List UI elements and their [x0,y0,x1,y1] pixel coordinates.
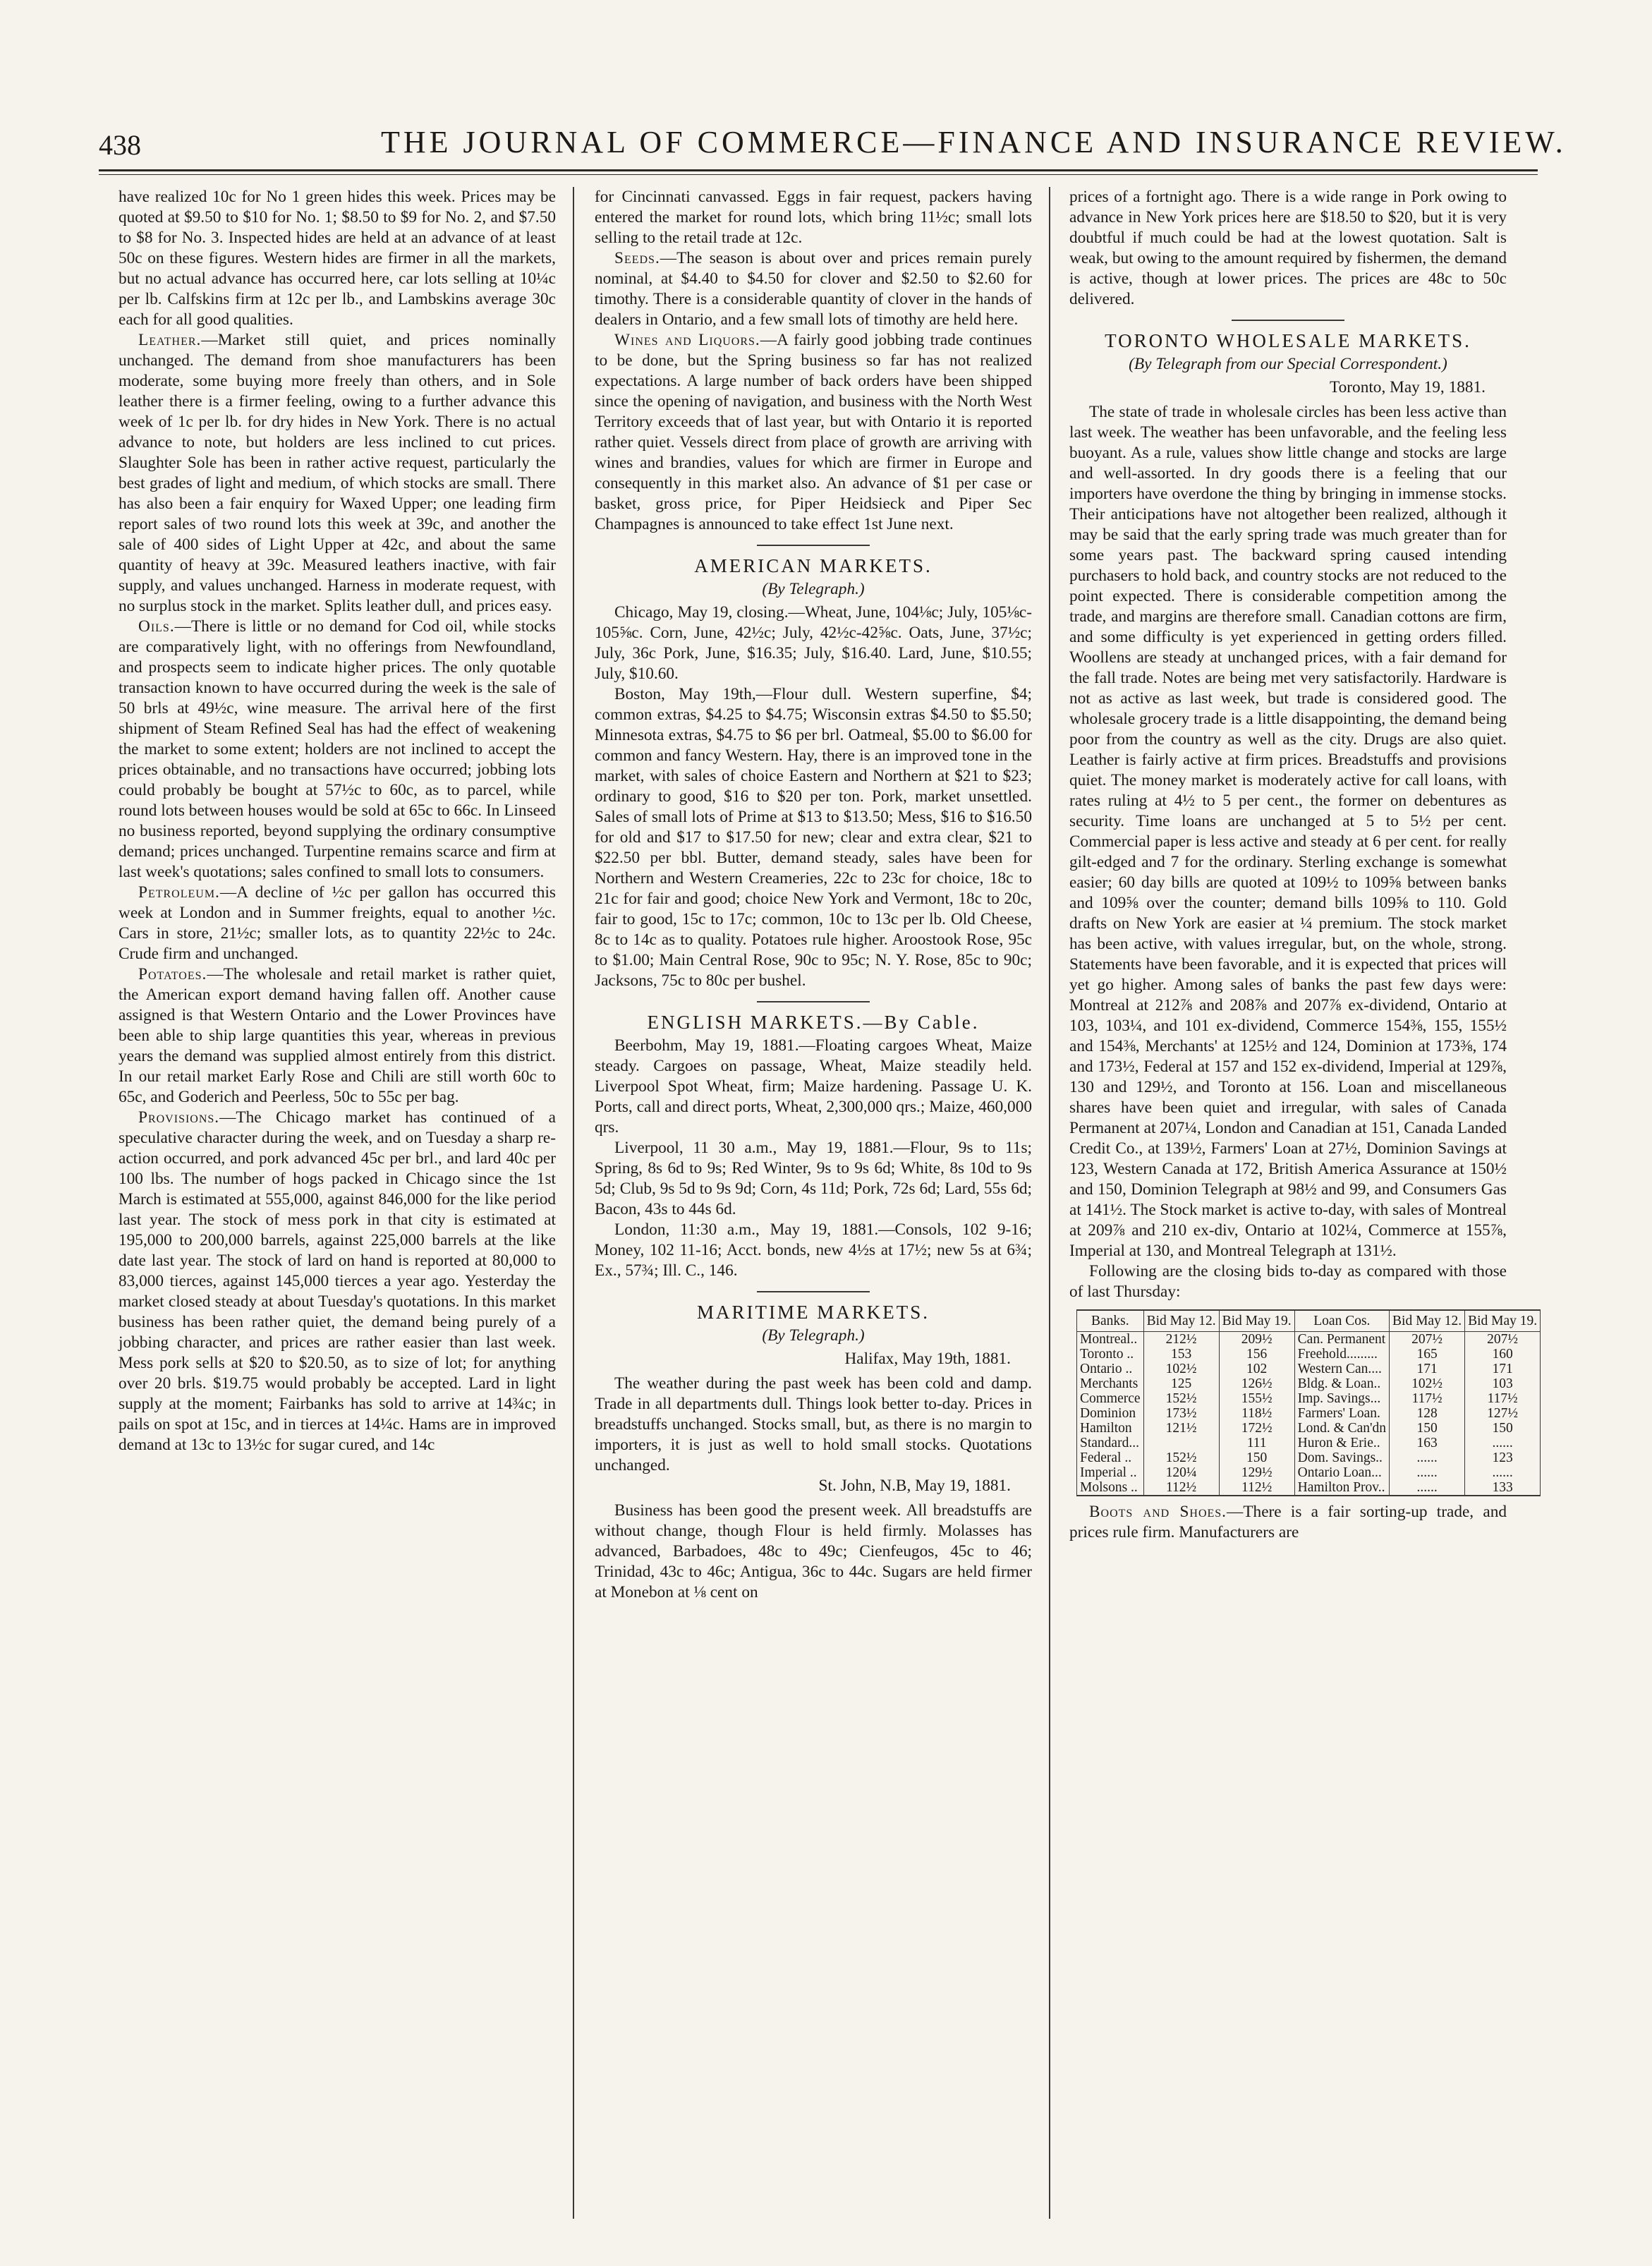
table-cell: ...... [1465,1436,1541,1450]
table-cell: 155½ [1219,1391,1294,1406]
table-cell: 172½ [1219,1421,1294,1436]
table-header-cell: Bid May 19. [1219,1310,1294,1332]
section-rule [757,1291,870,1292]
table-cell: 212½ [1143,1332,1219,1347]
table-cell: Huron & Erie.. [1294,1436,1389,1450]
chicago-paragraph: Chicago, May 19, closing.—Wheat, June, 104⅛c; July, 105⅛c-105⅝c. Corn, June, 42½c; July, 42½c-42⅝c. Oats, June, 37½c; July, 36c Pork, June, $16.35; July, $16.40. Lard, June, $10.55; July, $10.60. [595,603,1032,683]
table-cell: 153 [1143,1347,1219,1362]
table-cell: 112½ [1143,1480,1219,1496]
leather-paragraph [119,330,556,617]
following-bids-paragraph: Following are the closing bids to-day as compared with those of last Thursday: [1069,1262,1507,1301]
table-cell: 102 [1219,1362,1294,1376]
page-header [99,119,1567,168]
table-header-cell: Loan Cos. [1294,1310,1389,1332]
boots-text: —There is a fair sorting-up trade, and prices rule firm. Manufacturers are [1069,1503,1507,1541]
seeds-lead: Seeds. [614,249,660,267]
wines-text: —A fairly good jobbing trade continues to be done, but the Spring business so far has not realized expectations. A large number of back orders have been shipped since the opening of navigation, and business with the North West Territory exceeds that of last year, but with Ontario it is reported rather quiet. Vessels direct from place of growth are arriving with wines and brandies, values for which are firmer in Europe and consequently in this market also. An advance of $1 per case or basket, gross price, for Piper Heidsieck and Piper Sec Champagnes is announced to take effect 1st June next. [595,331,1032,533]
table-header-cell: Bid May 19. [1465,1310,1541,1332]
table-cell: Hamilton [1077,1421,1144,1436]
table-cell: 112½ [1219,1480,1294,1496]
table-cell: Merchants [1077,1376,1144,1391]
table-header-cell: Bid May 12. [1390,1310,1465,1332]
table-cell [1143,1436,1219,1450]
section-rule [1232,320,1344,321]
table-cell: 165 [1390,1347,1465,1362]
halifax-dateline: Halifax, May 19th, 1881. [844,1350,1011,1368]
toronto-markets-subheading: (By Telegraph from our Special Correspondent.) [1129,355,1447,373]
table-cell: 121½ [1143,1421,1219,1436]
table-cell: 129½ [1219,1465,1294,1480]
table-row [1077,1436,1541,1450]
table-cell: ...... [1390,1465,1465,1480]
table-header-cell: Banks. [1077,1310,1144,1332]
table-cell: 163 [1390,1436,1465,1450]
stjohn-paragraph: Business has been good the present week. All breadstuffs are without change, though Flour is held firmly. Molasses has advanced, Barbadoes, 48c to 49c; Cienfeugos, 45c to 46; Trinidad, 43c to 46c; Antigua, 36c to 44c. Sugars are held firmer at Monebon at ⅛ cent on [595,1501,1032,1601]
toronto-dateline: Toronto, May 19, 1881. [1330,378,1486,396]
table-cell: 102½ [1390,1376,1465,1391]
table-cell: 118½ [1219,1406,1294,1421]
table-cell: ...... [1465,1465,1541,1480]
oils-text: —There is little or no demand for Cod oil, while stocks are comparatively light, with no offerings from Newfoundland, and prospects seem to indicate higher prices. The only quotable transaction known to have occurred during the week is the sale of 50 brls at 49½c, wine measure. The arrival here of the first shipment of Steam Refined Seal has had the effect of weakening the market to some extent; holders are not inclined to accept the prices obtainable, and no transactions have occurred; jobbing lots could probably be bought at 57½c to 60c, as to parcel, while round lots between houses would be sold at 65c to 66c. In Linseed no business reported, beyond supplying the ordinary consumptive demand; prices unchanged. Turpentine remains scarce and firm at last week's quotations; sales confined to small lots to consumers. [119,617,556,881]
table-cell: 150 [1390,1421,1465,1436]
table-cell: 207½ [1465,1332,1541,1347]
table-cell: 133 [1465,1480,1541,1496]
table-cell: ...... [1390,1480,1465,1496]
table-cell: Imperial .. [1077,1465,1144,1480]
table-cell: Can. Permanent [1294,1332,1389,1347]
seeds-paragraph [595,248,1032,330]
provisions-text: —The Chicago market has continued of a speculative character during the week, and on Tuesday a sharp re-action occurred, and pork advanced 45c per brl., and lard 40c per 100 lbs. The number of hogs packed in Chicago since the 1st March is estimated at 555,000, against 846,000 for the like period last year. The stock of mess pork in that city is estimated at 195,000 to 200,000 barrels, against 225,000 barrels at the like date last year. The stock of lard on hand is reported at 80,000 to 83,000 tierces, against 145,000 tierces a year ago. Yesterday the market closed steady at about Tuesday's quotations. In this market business has been rather quiet, the demand being purely of a jobbing character, and prices are rather easier than last week. Mess pork sells at $20 to $20.50, as to size of lot; for anything over 20 brls. $19.75 would probably be accepted. Lard in light supply at the moment; Fairbanks has sold to arrive at 14¾c; in pails on spot at 15c, and in tierces at 14¼c. Hams are in improved demand at 13c to 13½c for sugar cured, and 14c [119,1108,556,1454]
table-row [1077,1376,1541,1391]
table-cell: Commerce [1077,1391,1144,1406]
oils-paragraph [119,617,556,883]
american-markets-subheading: (By Telegraph.) [762,580,865,598]
seeds-text: —The season is about over and prices remain purely nominal, at $4.40 to $4.50 for clover and $2.50 to $2.60 for timothy. There is a considerable quantity of clover in the hands of dealers in Ontario, and a few small lots of timothy are held here. [595,249,1032,329]
journal-title: THE JOURNAL OF COMMERCE—FINANCE AND INSURANCE REVIEW. [381,125,1567,159]
table-row [1077,1332,1541,1347]
table-cell: 127½ [1465,1406,1541,1421]
column-divider-2 [1049,187,1050,2219]
table-cell: 128 [1390,1406,1465,1421]
petroleum-text: —A decline of ½c per gallon has occurred this week at London and in Summer freights, equal to another ½c. Cars in store, 21½c; smaller lots, as to quantity 22½c to 24c. Crude firm and unchanged. [119,883,556,963]
column-3 [1069,187,1538,2247]
table-cell: 152½ [1143,1450,1219,1465]
table-cell: 120¼ [1143,1465,1219,1480]
american-markets-heading: AMERICAN MARKETS. [694,555,933,576]
table-row [1077,1465,1541,1480]
leather-lead: Leather. [138,331,202,349]
table-row [1077,1421,1541,1436]
table-cell: Bldg. & Loan.. [1294,1376,1389,1391]
table-cell: Montreal.. [1077,1332,1144,1347]
potatoes-paragraph [119,964,556,1108]
table-cell: 160 [1465,1347,1541,1362]
table-cell: 171 [1465,1362,1541,1376]
table-cell: 173½ [1143,1406,1219,1421]
table-cell: 152½ [1143,1391,1219,1406]
table-cell: ...... [1390,1450,1465,1465]
column-2 [595,187,1032,2247]
table-header-cell: Bid May 12. [1143,1310,1219,1332]
table-cell: 126½ [1219,1376,1294,1391]
beerbohm-paragraph: Beerbohm, May 19, 1881.—Floating cargoes Wheat, Maize steady. Cargoes on passage, Wheat, Maize steadily held. Liverpool Spot Wheat, firm; Maize hardening. Passage U. K. Ports, call and direct ports, Wheat, 2,300,000 qrs.; Maize, 460,000 qrs. [595,1036,1032,1137]
table-cell: Imp. Savings... [1294,1391,1389,1406]
table-cell: 207½ [1390,1332,1465,1347]
column-1 [119,187,556,2247]
stjohn-dateline: St. John, N.B, May 19, 1881. [818,1477,1011,1495]
table-cell: 125 [1143,1376,1219,1391]
table-cell: 102½ [1143,1362,1219,1376]
oils-lead: Oils. [138,617,175,636]
table-cell: 171 [1390,1362,1465,1376]
table-cell: Federal .. [1077,1450,1144,1465]
column-divider-1 [573,187,574,2219]
maritime-markets-subheading: (By Telegraph.) [762,1326,865,1345]
toronto-markets-heading: TORONTO WHOLESALE MARKETS. [1105,330,1471,351]
table-header-row [1077,1310,1541,1332]
table-cell: 150 [1465,1421,1541,1436]
maritime-markets-heading: MARITIME MARKETS. [696,1302,930,1323]
halifax-paragraph: The weather during the past week has been cold and damp. Trade in all departments dull. Things look better to-day. Prices in breadstuffs unchanged. Stocks small, but, as there is no margin to importers, it is just as well to hold small stocks. Quotations unchanged. [595,1374,1032,1474]
liverpool-paragraph: Liverpool, 11 30 a.m., May 19, 1881.—Flour, 9s to 11s; Spring, 8s 6d to 9s; Red Winter, 9s to 9s 6d; White, 8s 10d to 9s 5d; Club, 9s 5d to 9s 9d; Corn, 4s 11d; Pork, 72s 6d; Lard, 55s 6d; Bacon, 43s to 44s 6d. [595,1139,1032,1218]
boston-paragraph: Boston, May 19th,—Flour dull. Western superfine, $4; common extras, $4.25 to $4.75; Wisconsin extras $4.50 to $5.50; Minnesota extras, $4.75 to $6 per brl. Oatmeal, $5.00 to $6.00 for common and fancy Western. Hay, there is an improved tone in the market, with sales of choice Eastern and Northern at $21 to $23; ordinary to good, $16 to $20 per ton. Pork, market unsettled. Sales of small lots of Prime at $13 to $13.50; Mess, $16 to $16.50 for old and $17 to $17.50 for new; clear and extra clear, $21 to $22.50 per bbl. Butter, demand steady, sales have been for Northern and Western Creameries, 22c to 23c for choice, 18c to 21c for fair and good; choice New York and Vermont, 18c to 20c, fair to good, 15c to 17c; common, 10c to 13c per lb. Old Cheese, 8c to 14c as to quality. Potatoes rule higher. Aroostook Rose, 95c to $1.00; Main Central Rose, 90c to 95c; N. Y. Rose, 85c to 90c; Jacksons, 75c to 80c per bushel. [595,685,1032,990]
table-cell: 150 [1219,1450,1294,1465]
table-cell: 117½ [1465,1391,1541,1406]
closing-bids-table [1076,1309,1541,1496]
table-cell: Ontario Loan... [1294,1465,1389,1480]
toronto-paragraph: The state of trade in wholesale circles has been less active than last week. The weather has been unfavorable, and the feeling less buoyant. As a rule, values show little change and stocks are large and well-assorted. In dry goods there is a feeling that our importers have overdone the thing by bringing in immense stocks. Their anticipations have not altogether been realized, although it may be said that the early spring trade was much greater than for some years past. The backward spring caused intending purchasers to hold back, and country stocks are not reduced to the point expected. There is considerable competition among the trade, and margins are therefore small. Canadian cottons are firm, and some difficulty is yet experienced in getting orders filled. Woollens are steady at unchanged prices, with a fair demand for the fall trade. Notes are being met very satisfactorily. Hardware is not as active as last week, but trade is considered good. The wholesale grocery trade is a little disappointing, the demand being poor from the country as well as the city. Drugs are also quiet. Leather is fairly active at firm prices. Breadstuffs and provisions quiet. The money market is moderately active for call loans, with rates ruling at 4½ to 5 per cent., the former on debentures as security. Time loans are unchanged at 5 to 5½ per cent. Commercial paper is less active and steady at 6 per cent. for really gilt-edged and 7 for the ordinary. Sterling exchange is somewhat easier; 60 day bills are quoted at 109½ to 109⅝ between banks and 109⅝ over the counter; demand bills 109⅝ to 110. Gold drafts on New York are easier at ¼ premium. The stock market has been active, with values irregular, but, on the whole, strong. Statements have been favorable, and it is expected that prices will yet go higher. Among sales of banks the past few days were: Montreal at 212⅞ and 208⅞ and 207⅞ ex-dividend, Ontario at 103, 103¼, and 101 ex-dividend, Commerce 154⅜, 155, 155½ and 154⅜, Merchants' at 125½ and 124, Dominion at 173⅜, 174 and 173½, Federal at 157 and 152 ex-dividend, Imperial at 129⅞, 130 and 129½, and Toronto at 156. Loan and miscellaneous shares have been quiet and irregular, with sales of Canada Permanent at 207¼, London and Canadian at 151, Canada Landed Credit Co., at 139½, Farmers' Loan at 27½, Dominion Savings at 123, Western Canada at 172, British America Assurance at 150½ and 150, Dominion Telegraph at 98½ and 99, and Consumers Gas at 141½. The Stock market is active to-day, with sales of Montreal at 209⅞ and 210 ex-div, Ontario at 102¼, Commerce at 155⅞, Imperial at 130, and Montreal Telegraph at 131½. [1069,403,1507,1260]
page-number: 438 [99,129,141,161]
hides-paragraph: have realized 10c for No 1 green hides this week. Prices may be quoted at $9.50 to $10 for No. 1; $8.50 to $9 for No. 2, and $7.50 to $8 for No. 3. Inspected hides are held at an advance of at least 50c on these figures. Western hides are firmer in all the markets, but no actual advance has occurred here, car lots selling at 10¼c per lb. Calfskins firm at 12c per lb., and Lambskins average 30c each for all good qualities. [119,188,556,329]
potatoes-text: —The wholesale and retail market is rather quiet, the American export demand having fallen off. Another cause assigned is that Western Ontario and the Lower Provinces have been able to ship large quantities this year, whereas in previous years the demand was supplied almost entirely from this district. In our retail market Early Rose and Chili are still worth 60c to 65c, and Goderich and Peerless, 50c to 55c per bag. [119,965,556,1106]
table-cell: 111 [1219,1436,1294,1450]
table-cell: 209½ [1219,1332,1294,1347]
table-cell: Farmers' Loan. [1294,1406,1389,1421]
london-paragraph: London, 11:30 a.m., May 19, 1881.—Consols, 102 9-16; Money, 102 11-16; Acct. bonds, new 4½s at 17½; new 5s at 6¾; Ex., 57¾; Ill. C., 146. [595,1220,1032,1280]
english-markets-heading: ENGLISH MARKETS.—By Cable. [647,1012,980,1033]
table-cell: Molsons .. [1077,1480,1144,1496]
wines-paragraph [595,330,1032,535]
table-cell: Lond. & Can'dn [1294,1421,1389,1436]
pork-salt-paragraph: prices of a fortnight ago. There is a wide range in Pork owing to advance in New York prices here are $18.50 to $20, but it is very doubtful if much could be had at the lowest quotation. Salt is weak, but owing to the amount required by fishermen, the demand is active, though at lower prices. The prices are 48c to 50c delivered. [1069,188,1507,308]
table-cell: 123 [1465,1450,1541,1465]
potatoes-lead: Potatoes. [138,965,207,983]
table-cell: Toronto .. [1077,1347,1144,1362]
provisions-lead: Provisions. [138,1108,220,1127]
table-row [1077,1450,1541,1465]
table-row [1077,1362,1541,1376]
table-cell: 103 [1465,1376,1541,1391]
table-cell: 117½ [1390,1391,1465,1406]
leather-text: —Market still quiet, and prices nominally unchanged. The demand from shoe manufacturers has been moderate, some buying more freely than others, and in Sole leather there is a firmer feeling, owing to a further advance this week of 1c per lb. for dry hides in New York. There is no actual advance to note, but holders are less inclined to cut prices. Slaughter Sole has been in rather active request, particularly the best grades of light and medium, of which stocks are small. There has also been a fair enquiry for Waxed Upper; one leading firm report sales of two round lots this week at 39c, and another the sale of 400 sides of Light Upper at 42c, and about the same quantity of heavy at 39c. Measured leathers inactive, with fair supply, and values unchanged. Harness in moderate request, with no surplus stock in the market. Splits leather dull, and prices easy. [119,331,556,615]
eggs-paragraph: for Cincinnati canvassed. Eggs in fair request, packers having entered the market for round lots, which bring 11½c; small lots selling to the retail trade at 12c. [595,188,1032,247]
header-rule-thin [99,174,1538,175]
petroleum-lead: Petroleum. [138,883,220,902]
section-rule [757,1001,870,1002]
wines-lead: Wines and Liquors. [614,331,760,349]
table-row [1077,1391,1541,1406]
table-cell: 156 [1219,1347,1294,1362]
boots-paragraph [1069,1502,1507,1543]
table-cell: Ontario .. [1077,1362,1144,1376]
section-rule [757,545,870,546]
table-cell: Hamilton Prov.. [1294,1480,1389,1496]
provisions-paragraph [119,1108,556,1455]
petroleum-paragraph [119,883,556,964]
table-row [1077,1347,1541,1362]
boots-lead: Boots and Shoes. [1089,1503,1227,1521]
table-cell: Dom. Savings.. [1294,1450,1389,1465]
table-cell: Freehold......... [1294,1347,1389,1362]
header-rule [99,169,1538,171]
table-cell: Western Can.... [1294,1362,1389,1376]
table-cell: Dominion [1077,1406,1144,1421]
table-cell: Standard... [1077,1436,1144,1450]
table-row [1077,1406,1541,1421]
table-row [1077,1480,1541,1496]
